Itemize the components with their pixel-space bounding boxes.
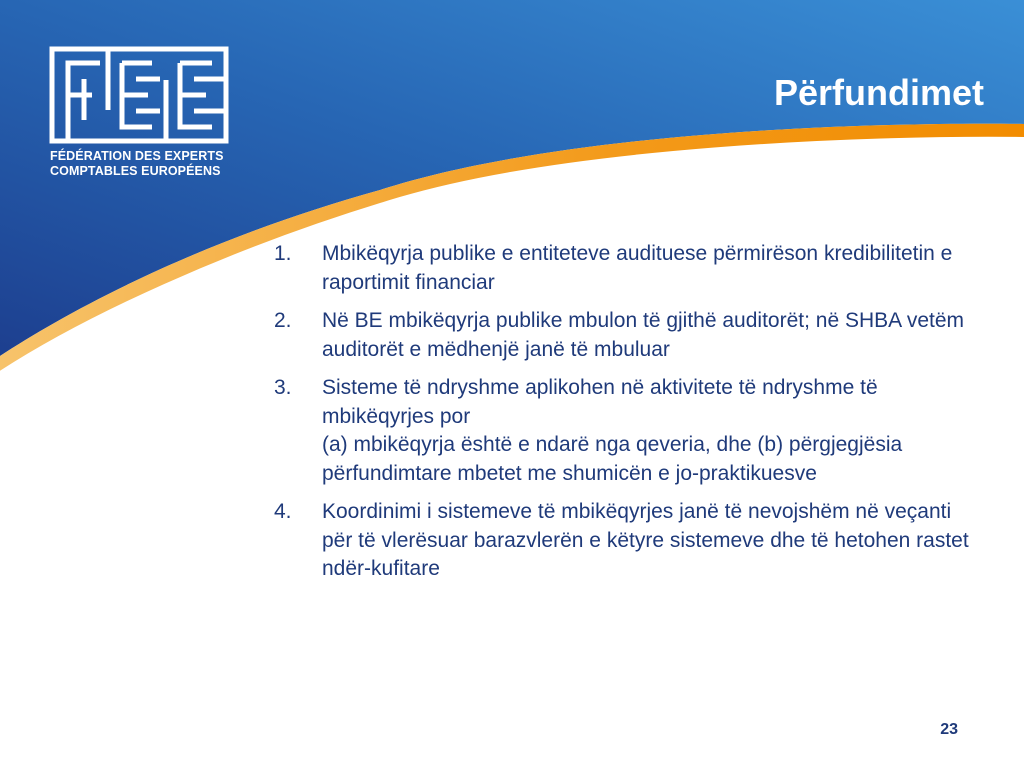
- item-text: Në BE mbikëqyrja publike mbulon të gjithë auditorët; në SHBA vetëm auditorët e mëdhenjë janë të mbuluar: [322, 309, 965, 361]
- list-item: [274, 307, 986, 364]
- list-item: [274, 498, 986, 584]
- logo-caption-line1: FÉDÉRATION DES EXPERTS: [50, 149, 224, 163]
- item-text: Mbikëqyrja publike e entiteteve audituese përmirëson kredibilitetin e raportimit financiar: [322, 242, 953, 294]
- item-number: 2.: [274, 309, 292, 332]
- list-item: [274, 240, 986, 297]
- item-number: 4.: [274, 500, 292, 523]
- page-number: 23: [940, 721, 958, 738]
- item-number: 1.: [274, 242, 292, 265]
- logo-caption-line2: COMPTABLES EUROPÉENS: [50, 164, 221, 178]
- item-text: Koordinimi i sistemeve të mbikëqyrjes janë të nevojshëm në veçanti për të vlerësuar barazvlerën e këtyre sistemeve dhe të hetohen rastet ndër-kufitare: [322, 500, 969, 580]
- conclusions-list: [274, 240, 986, 594]
- logo-caption: [50, 149, 224, 179]
- slide-title: Përfundimet: [773, 72, 984, 113]
- item-text: Sisteme të ndryshme aplikohen në aktivitete të ndryshme të mbikëqyrjes por (a) mbikëqyrja është e ndarë nga qeveria, dhe (b) përgjegjësia përfundimtare mbetet me shumicën e jo-praktikuesve: [322, 376, 903, 485]
- item-number: 3.: [274, 376, 292, 399]
- list-item: [274, 374, 986, 488]
